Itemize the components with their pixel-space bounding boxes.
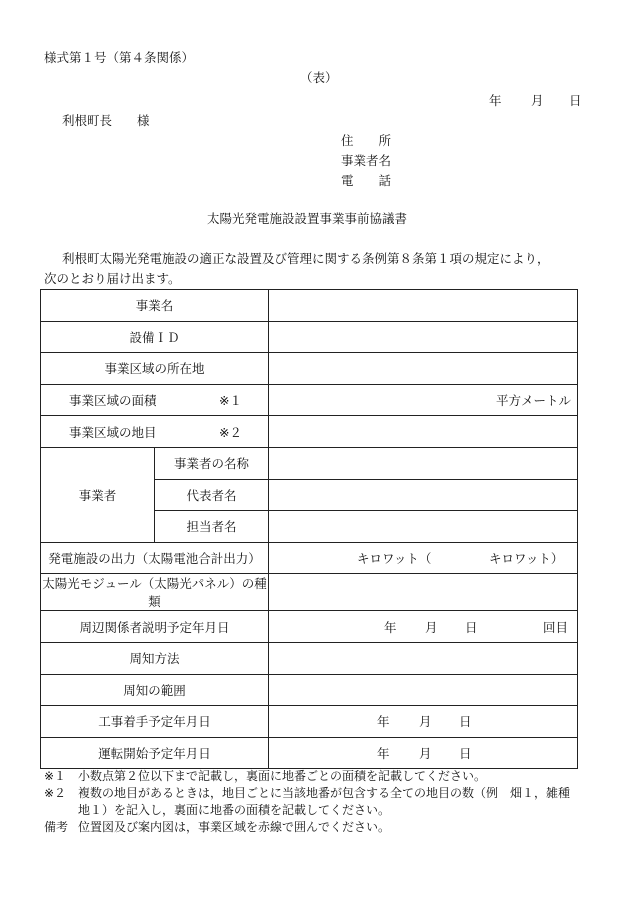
operation-year: 年 xyxy=(377,746,390,762)
briefing-count: 回目 xyxy=(543,619,569,635)
equipment-id-label: 設備ＩＤ xyxy=(41,321,269,353)
notice-scope-field[interactable] xyxy=(269,674,578,706)
construction-month: 月 xyxy=(419,714,432,730)
location-field[interactable] xyxy=(269,353,578,385)
note-row xyxy=(44,768,570,785)
table-row xyxy=(41,416,578,448)
table-row xyxy=(41,611,578,643)
equipment-id-field[interactable] xyxy=(269,321,578,353)
briefing-day: 日 xyxy=(465,619,478,635)
operation-month: 月 xyxy=(419,746,432,762)
contact-person-label: 担当者名 xyxy=(155,511,269,543)
table-row xyxy=(41,737,578,769)
operation-day: 日 xyxy=(459,746,472,762)
project-name-label: 事業名 xyxy=(41,290,269,322)
operator-name-field[interactable] xyxy=(269,447,578,479)
note-key: ※１ xyxy=(44,769,67,783)
area-field[interactable] xyxy=(269,384,578,416)
intro-line-1: 利根町太陽光発電施設の適正な設置及び管理に関する条例第８条第１項の規定により， xyxy=(62,251,550,266)
table-row xyxy=(41,542,578,574)
land-category-label-cell xyxy=(41,416,269,448)
briefing-date-label: 周辺関係者説明予定年月日 xyxy=(41,611,269,643)
table-row xyxy=(41,706,578,738)
note-row xyxy=(44,785,570,802)
note-key xyxy=(44,802,78,819)
operator-label: 事業者 xyxy=(41,447,155,542)
notice-method-field[interactable] xyxy=(269,642,578,674)
construction-year: 年 xyxy=(377,714,390,730)
contact-person-field[interactable] xyxy=(269,511,578,543)
address-label: 住 所 xyxy=(341,133,392,148)
note-text: 複数の地目があるときは，地目ごとに当該地番が包含する全ての地目の数（例 畑１，雑種 xyxy=(78,786,571,800)
operation-start-label: 運転開始予定年月日 xyxy=(41,737,269,769)
date-month-label: 月 xyxy=(531,93,544,108)
area-label-cell xyxy=(41,384,269,416)
date-day-label: 日 xyxy=(569,93,582,108)
representative-label: 代表者名 xyxy=(155,479,269,511)
note-text: 地１）を記入し，裏面に地番の面積を記載してください。 xyxy=(78,803,391,817)
table-row xyxy=(41,674,578,706)
table-row xyxy=(41,384,578,416)
note-key: ※２ xyxy=(44,786,67,800)
module-type-field[interactable] xyxy=(269,574,578,611)
notice-method-label: 周知方法 xyxy=(41,642,269,674)
table-row xyxy=(41,353,578,385)
briefing-month: 月 xyxy=(425,619,438,635)
note-row xyxy=(44,819,570,836)
note-row xyxy=(44,802,570,819)
form-number: 様式第１号（第４条関係） xyxy=(44,50,195,65)
module-type-label: 太陽光モジュール（太陽光パネル）の種類 xyxy=(41,574,269,611)
area-unit: 平方メートル xyxy=(496,393,572,409)
intro-line-2: 次のとおり届け出ます。 xyxy=(44,271,181,286)
project-name-field[interactable] xyxy=(269,290,578,322)
output-unit-b: キロワット） xyxy=(489,551,564,567)
table-row xyxy=(41,321,578,353)
construction-day: 日 xyxy=(459,714,472,730)
side-label: （表） xyxy=(300,70,338,85)
notes xyxy=(44,768,570,836)
note-text: 小数点第２位以下まで記載し，裏面に地番ごとの面積を記載してください。 xyxy=(78,769,487,783)
land-category-note-mark: ※２ xyxy=(219,424,243,440)
output-label: 発電施設の出力（太陽電池合計出力） xyxy=(41,542,269,574)
document-title: 太陽光発電施設設置事業事前協議書 xyxy=(207,211,408,226)
construction-start-label: 工事着手予定年月日 xyxy=(41,706,269,738)
date-year-label: 年 xyxy=(489,93,502,108)
briefing-date-field[interactable] xyxy=(269,611,578,643)
table-row xyxy=(41,642,578,674)
land-category-label: 事業区域の地目 xyxy=(69,424,157,440)
application-table xyxy=(40,289,578,769)
land-category-field[interactable] xyxy=(269,416,578,448)
construction-start-field[interactable] xyxy=(269,706,578,738)
addressee: 利根町長 様 xyxy=(62,113,150,128)
note-key: 備考 xyxy=(44,820,69,834)
note-text: 位置図及び案内図は，事業区域を赤線で囲んでください。 xyxy=(78,820,391,834)
briefing-year: 年 xyxy=(384,619,397,635)
notice-scope-label: 周知の範囲 xyxy=(41,674,269,706)
area-label: 事業区域の面積 xyxy=(69,393,157,409)
output-unit-a: キロワット（ xyxy=(357,551,432,567)
representative-field[interactable] xyxy=(269,479,578,511)
phone-label: 電 話 xyxy=(341,173,392,188)
operator-name-label: 事業者名 xyxy=(341,153,392,168)
output-field[interactable] xyxy=(269,542,578,574)
table-row xyxy=(41,574,578,611)
location-label: 事業区域の所在地 xyxy=(41,353,269,385)
operation-start-field[interactable] xyxy=(269,737,578,769)
area-note-mark: ※１ xyxy=(219,393,243,409)
table-row xyxy=(41,447,578,479)
operator-name-row-label: 事業者の名称 xyxy=(155,447,269,479)
table-row xyxy=(41,290,578,322)
